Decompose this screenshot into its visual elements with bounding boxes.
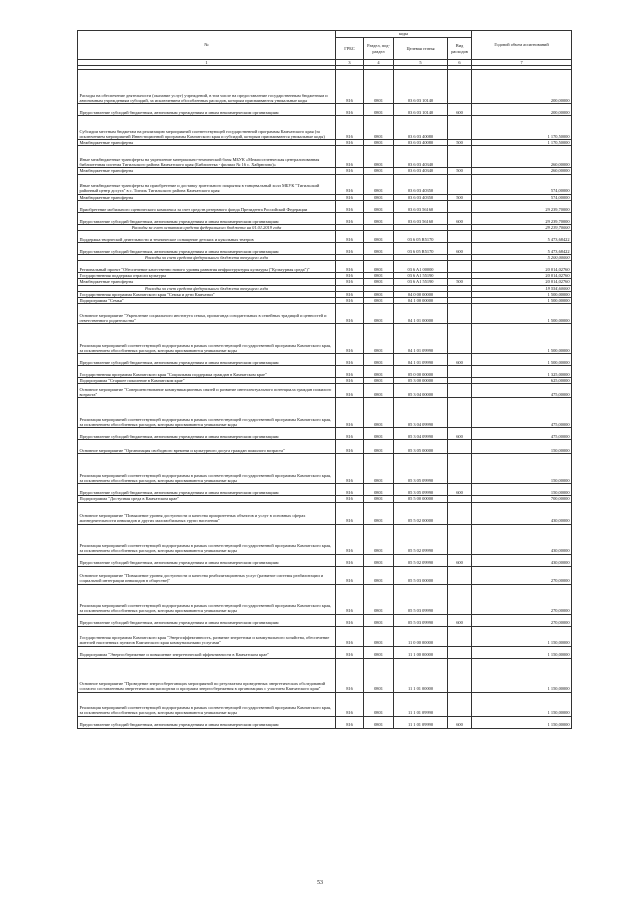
row-sum: 19 554,60000 <box>472 285 572 291</box>
row-grbs: 816 <box>336 279 364 285</box>
row-grbs: 816 <box>336 116 364 140</box>
table-row <box>78 692 572 716</box>
row-razdel: 0801 <box>364 658 394 692</box>
row-description: Расходы за счет остатков средств федерального бюджета на 01.01.2019 года <box>78 224 336 230</box>
row-razdel: 0801 <box>364 614 394 626</box>
row-sum: 150,00000 <box>472 440 572 454</box>
row-csr: 03 6 A1 55190 <box>394 273 448 279</box>
row-sum: 1 150,00000 <box>472 692 572 716</box>
row-csr: 11 1 01 09990 <box>394 716 448 728</box>
row-razdel: 0801 <box>364 243 394 255</box>
row-csr: 11 1 00 00000 <box>394 646 448 658</box>
row-sum: 700,00000 <box>472 496 572 502</box>
row-grbs: 816 <box>336 614 364 626</box>
row-csr: 05 3 05 00000 <box>394 440 448 454</box>
row-vr <box>448 658 472 692</box>
row-razdel: 0801 <box>364 454 394 484</box>
row-vr <box>448 324 472 354</box>
row-sum: 1 170,50000 <box>472 116 572 140</box>
row-grbs: 816 <box>336 384 364 398</box>
table-row <box>78 614 572 626</box>
row-csr: 03 6 03 40340 <box>394 168 448 174</box>
row-description: Расходы за счет средств федерального бюджета текущего года <box>78 255 336 261</box>
table-row <box>78 366 572 378</box>
row-csr: 11 1 01 00000 <box>394 658 448 692</box>
row-razdel: 0801 <box>364 261 394 273</box>
row-description: Иные межбюджетные трансферты на приобретение и доставку зрительного покрытия в танцевальный холл МБУК "Тигильский районный центр досуга" в с. Тигиль Тигильского района Камчатского края <box>78 174 336 194</box>
row-sum: 1 150,00000 <box>472 658 572 692</box>
row-grbs: 816 <box>336 212 364 224</box>
row-description: Межбюджетные трансферты <box>78 168 336 174</box>
row-csr: 04 1 01 09990 <box>394 324 448 354</box>
row-razdel: 0801 <box>364 354 394 366</box>
row-vr: 500 <box>448 194 472 200</box>
row-vr <box>448 524 472 554</box>
row-description: Реализация мероприятий соответствующей подпрограммы в рамках соответствующей государственной программы Камчатского края, за исключением обособленных расходов, которым присваиваются уникальные коды <box>78 692 336 716</box>
row-vr: 600 <box>448 104 472 116</box>
row-description: Реализация мероприятий соответствующей подпрограммы в рамках соответствующей государственной программы Камчатского края, за исключением обособленных расходов, которым присваиваются уникальные коды <box>78 584 336 614</box>
row-sum: 475,00000 <box>472 384 572 398</box>
row-csr: 04 1 00 00000 <box>394 298 448 304</box>
table-body <box>78 66 572 728</box>
row-sum: 5 473,68422 <box>472 243 572 255</box>
table-row <box>78 146 572 168</box>
row-description: Предоставление субсидий бюджетным, автономным учреждениям и иным некоммерческим организациям <box>78 716 336 728</box>
row-sum: 270,00000 <box>472 614 572 626</box>
row-vr: 600 <box>448 212 472 224</box>
row-csr: 05 5 02 00000 <box>394 502 448 524</box>
row-description: Подпрограмма "Доступная среда в Камчатском крае" <box>78 496 336 502</box>
row-description: Основное мероприятие "Организация свободного времени и культурного досуга граждан пожилого возраста" <box>78 440 336 454</box>
row-description: Межбюджетные трансферты <box>78 194 336 200</box>
row-csr: 11 0 00 00000 <box>394 626 448 646</box>
row-vr <box>448 261 472 273</box>
col-index: 7 <box>472 60 572 66</box>
row-sum: 1 150,00000 <box>472 716 572 728</box>
row-csr: 05 5 03 09990 <box>394 584 448 614</box>
table-row <box>78 584 572 614</box>
page-number: 53 <box>317 880 323 886</box>
row-csr: 05 3 04 00000 <box>394 384 448 398</box>
row-razdel: 0801 <box>364 212 394 224</box>
row-csr: 05 5 03 00000 <box>394 566 448 584</box>
row-razdel: 0801 <box>364 440 394 454</box>
table-row <box>78 658 572 692</box>
row-vr <box>448 366 472 378</box>
row-vr <box>448 626 472 646</box>
row-csr: 03 6 A1 00000 <box>394 261 448 273</box>
row-grbs: 816 <box>336 440 364 454</box>
row-vr <box>448 231 472 243</box>
row-sum: 200,00000 <box>472 70 572 104</box>
row-grbs: 816 <box>336 104 364 116</box>
table-row <box>78 384 572 398</box>
row-grbs: 816 <box>336 354 364 366</box>
row-description: Реализация мероприятий соответствующей подпрограммы в рамках соответствующей государственной программы Камчатского края, за исключением обособленных расходов, которым присваиваются уникальные коды <box>78 524 336 554</box>
row-csr: 03 6 05 R5170 <box>394 231 448 243</box>
table-row <box>78 304 572 324</box>
row-vr <box>448 584 472 614</box>
table-row <box>78 484 572 496</box>
table-row <box>78 243 572 255</box>
table-row <box>78 554 572 566</box>
row-grbs: 816 <box>336 291 364 297</box>
row-csr: 05 3 05 09990 <box>394 454 448 484</box>
row-grbs: 816 <box>336 716 364 728</box>
row-razdel: 0801 <box>364 291 394 297</box>
row-sum: 270,00000 <box>472 566 572 584</box>
row-description: Межбюджетные трансферты <box>78 140 336 146</box>
row-sum: 430,00000 <box>472 524 572 554</box>
row-description: Расходы за счет средств федерального бюджета текущего года <box>78 285 336 291</box>
table-row <box>78 440 572 454</box>
row-sum: 1 500,00000 <box>472 298 572 304</box>
row-description: Субсидии местным бюджетам на реализацию мероприятий соответствующей государственной программы Камчатского края (за исключением мероприятий Инвестиционной программы Камчатского края и субсидий, которым присваиваются уникальные коды) <box>78 116 336 140</box>
row-razdel: 0801 <box>364 140 394 146</box>
row-razdel: 0801 <box>364 524 394 554</box>
row-vr <box>448 566 472 584</box>
col-header-codes: коды <box>336 31 472 38</box>
row-csr: 11 1 01 09990 <box>394 692 448 716</box>
row-sum: 260,00000 <box>472 146 572 168</box>
col-index: 6 <box>448 60 472 66</box>
row-description: Государственная программа Камчатского края "Энергоэффективность, развитие энергетики и коммунального хозяйства, обеспечение жителей населенных пунктов Камчатского края коммунальными услугами" <box>78 626 336 646</box>
row-description: Иные межбюджетные трансферты на укрепление материально-технической базы МБУК «Межпоселенческая централизованная библиотечная система Тигильского района Камчатского края (Библиотека - филиал № 16 с. Хайрюзово)» <box>78 146 336 168</box>
row-description: Расходы на обеспечение деятельности (оказание услуг) учреждений, в том числе на предоставление государственным бюджетным и автономным учреждениям субсидий, за исключением обособленных расходов, которым присваиваются уникальные коды <box>78 70 336 104</box>
row-vr <box>448 398 472 428</box>
row-description: Предоставление субсидий бюджетным, автономным учреждениям и иным некоммерческим организациям <box>78 212 336 224</box>
row-sum: 1 500,00000 <box>472 354 572 366</box>
row-sum: 29 239,70000 <box>472 224 572 230</box>
row-description: Региональный проект "Обеспечение качественно нового уровня развития инфраструктуры культуры ("Культурная среда")" <box>78 261 336 273</box>
row-vr <box>448 384 472 398</box>
table-row <box>78 324 572 354</box>
row-csr: 03 6 03 56160 <box>394 200 448 212</box>
row-grbs: 816 <box>336 428 364 440</box>
row-csr: 05 3 04 09990 <box>394 428 448 440</box>
row-sum: 475,00000 <box>472 428 572 440</box>
row-vr: 600 <box>448 554 472 566</box>
row-description: Основное мероприятие "Повышение уровня доступности и качества реабилитационных услуг (развитие системы реабилитации и социальной интеграции инвалидов в обществе)" <box>78 566 336 584</box>
row-csr: 03 6 03 10140 <box>394 104 448 116</box>
table-row <box>78 231 572 243</box>
col-header-num: № <box>78 31 336 60</box>
table-row <box>78 454 572 484</box>
row-razdel: 0801 <box>364 273 394 279</box>
row-csr: 05 5 02 09990 <box>394 524 448 554</box>
row-razdel: 0801 <box>364 484 394 496</box>
row-description: Государственная программа Камчатского края "Социальная поддержка граждан в Камчатском крае" <box>78 366 336 378</box>
row-csr: 05 3 04 09990 <box>394 398 448 428</box>
row-vr <box>448 174 472 194</box>
row-grbs: 816 <box>336 692 364 716</box>
row-razdel: 0801 <box>364 146 394 168</box>
row-description: Предоставление субсидий бюджетным, автономным учреждениям и иным некоммерческим организациям <box>78 484 336 496</box>
col-header-volume: Годовой объем ассигнований <box>472 31 572 60</box>
row-csr: 03 6 03 10140 <box>394 70 448 104</box>
table-row <box>78 174 572 194</box>
row-sum: 1 500,00000 <box>472 291 572 297</box>
col-index: 3 <box>336 60 364 66</box>
table-row <box>78 212 572 224</box>
row-csr: 05 5 00 00000 <box>394 496 448 502</box>
row-grbs: 816 <box>336 524 364 554</box>
row-razdel: 0801 <box>364 398 394 428</box>
row-csr: 03 6 03 40080 <box>394 116 448 140</box>
row-description: Приобретение мобильного сценического комплекса за счет средств резервного фонда Президента Российской Федерации <box>78 200 336 212</box>
row-sum: 430,00000 <box>472 502 572 524</box>
row-description: Государственная программа Камчатского края "Семья и дети Камчатки" <box>78 291 336 297</box>
row-razdel: 0801 <box>364 104 394 116</box>
row-csr: 03 6 03 40080 <box>394 140 448 146</box>
row-description: Межбюджетные трансферты <box>78 279 336 285</box>
table-row <box>78 566 572 584</box>
row-vr <box>448 304 472 324</box>
col-index: 4 <box>364 60 394 66</box>
row-sum: 1 150,00000 <box>472 646 572 658</box>
row-grbs: 816 <box>336 298 364 304</box>
table-row <box>78 646 572 658</box>
row-grbs: 816 <box>336 484 364 496</box>
row-grbs: 816 <box>336 658 364 692</box>
row-grbs: 816 <box>336 174 364 194</box>
table-row <box>78 104 572 116</box>
row-csr: 03 6 03 56160 <box>394 212 448 224</box>
row-grbs: 816 <box>336 554 364 566</box>
row-description: Реализация мероприятий соответствующей подпрограммы в рамках соответствующей государственной программы Камчатского края, за исключением обособленных расходов, которым присваиваются уникальные коды <box>78 324 336 354</box>
col-header-grbs: ГРБС <box>336 38 364 60</box>
row-description: Предоставление субсидий бюджетным, автономным учреждениям и иным некоммерческим организациям <box>78 243 336 255</box>
col-index: 5 <box>394 60 448 66</box>
row-grbs: 816 <box>336 324 364 354</box>
row-description: Предоставление субсидий бюджетным, автономным учреждениям и иным некоммерческим организациям <box>78 104 336 116</box>
row-sum: 150,00000 <box>472 454 572 484</box>
row-grbs: 816 <box>336 194 364 200</box>
row-sum: 270,00000 <box>472 584 572 614</box>
document-page <box>77 30 571 729</box>
row-sum: 5 200,00000 <box>472 255 572 261</box>
row-description: Поддержка творческой деятельности и техническое оснащение детских и кукольных театров <box>78 231 336 243</box>
row-vr: 500 <box>448 279 472 285</box>
row-vr: 500 <box>448 168 472 174</box>
row-csr: 03 6 05 R5170 <box>394 243 448 255</box>
row-description: Предоставление субсидий бюджетным, автономным учреждениям и иным некоммерческим организациям <box>78 354 336 366</box>
row-sum: 20 014,02760 <box>472 279 572 285</box>
row-grbs: 816 <box>336 378 364 384</box>
row-vr: 600 <box>448 428 472 440</box>
row-grbs: 816 <box>336 366 364 378</box>
row-description: Основное мероприятие "Укрепление социального института семьи, пропаганда созидательных в семейных традиций и ценностей и ответственного родительства" <box>78 304 336 324</box>
row-razdel: 0801 <box>364 231 394 243</box>
row-vr: 600 <box>448 484 472 496</box>
row-sum: 1 500,00000 <box>472 304 572 324</box>
row-description: Подпрограмма "Семья" <box>78 298 336 304</box>
row-sum: 430,00000 <box>472 554 572 566</box>
row-razdel: 0801 <box>364 566 394 584</box>
row-razdel: 0801 <box>364 378 394 384</box>
row-csr: 05 3 00 00000 <box>394 378 448 384</box>
row-grbs: 816 <box>336 261 364 273</box>
row-sum: 29 239,70000 <box>472 200 572 212</box>
row-csr: 05 0 00 00000 <box>394 366 448 378</box>
table-row <box>78 626 572 646</box>
row-razdel: 0801 <box>364 496 394 502</box>
table-row <box>78 524 572 554</box>
row-csr: 03 6 03 40350 <box>394 174 448 194</box>
row-razdel: 0801 <box>364 324 394 354</box>
row-grbs: 816 <box>336 273 364 279</box>
row-sum: 5 473,68422 <box>472 231 572 243</box>
row-vr: 600 <box>448 716 472 728</box>
row-description: Реализация мероприятий соответствующей подпрограммы в рамках соответствующей государственной программы Камчатского края, за исключением обособленных расходов, которым присваиваются уникальные коды <box>78 454 336 484</box>
row-csr: 03 6 A1 55190 <box>394 279 448 285</box>
row-csr: 05 5 02 09990 <box>394 554 448 566</box>
row-description: Основное мероприятие "Проведение энергосберегающих мероприятий по результатам проведенных энергетических обследований согласно составленным энергетическим паспортам и программ энергосбережения в организациях с участием Камчатского края" <box>78 658 336 692</box>
row-sum: 1 325,00000 <box>472 366 572 378</box>
row-grbs: 816 <box>336 496 364 502</box>
col-header-razdel: Раздел, под-раздел <box>364 38 394 60</box>
row-sum: 29 239,70000 <box>472 212 572 224</box>
row-vr <box>448 454 472 484</box>
table-row <box>78 398 572 428</box>
row-razdel: 0801 <box>364 716 394 728</box>
budget-table <box>77 30 572 729</box>
row-razdel: 0801 <box>364 502 394 524</box>
row-vr <box>448 200 472 212</box>
row-grbs: 816 <box>336 398 364 428</box>
row-vr: 600 <box>448 614 472 626</box>
row-vr: 600 <box>448 243 472 255</box>
row-grbs: 816 <box>336 200 364 212</box>
row-grbs: 816 <box>336 168 364 174</box>
row-grbs: 816 <box>336 243 364 255</box>
row-description: Основное мероприятие "Повышение уровня доступности и качества приоритетных объектов и услуг в основных сферах жизнедеятельности инвалидов и других маломобильных групп населения" <box>78 502 336 524</box>
row-sum: 260,00000 <box>472 168 572 174</box>
row-razdel: 0801 <box>364 554 394 566</box>
row-sum: 20 014,02760 <box>472 273 572 279</box>
row-vr: 500 <box>448 140 472 146</box>
table-row <box>78 116 572 140</box>
row-description: Предоставление субсидий бюджетным, автономным учреждениям и иным некоммерческим организациям <box>78 428 336 440</box>
row-grbs: 816 <box>336 454 364 484</box>
row-grbs: 816 <box>336 584 364 614</box>
row-sum: 1 500,00000 <box>472 324 572 354</box>
row-description: Предоставление субсидий бюджетным, автономным учреждениям и иным некоммерческим организациям <box>78 554 336 566</box>
row-csr: 04 1 01 00000 <box>394 304 448 324</box>
row-razdel: 0801 <box>364 168 394 174</box>
row-razdel: 0801 <box>364 279 394 285</box>
row-vr <box>448 440 472 454</box>
row-razdel: 0801 <box>364 646 394 658</box>
row-razdel: 0801 <box>364 194 394 200</box>
row-razdel: 0801 <box>364 70 394 104</box>
row-razdel: 0801 <box>364 428 394 440</box>
row-sum: 574,00000 <box>472 194 572 200</box>
row-razdel: 0801 <box>364 366 394 378</box>
row-description: Реализация мероприятий соответствующей подпрограммы в рамках соответствующей государственной программы Камчатского края, за исключением обособленных расходов, которым присваиваются уникальные коды <box>78 398 336 428</box>
row-razdel: 0801 <box>364 692 394 716</box>
row-sum: 1 150,00000 <box>472 626 572 646</box>
table-row <box>78 70 572 104</box>
table-row <box>78 502 572 524</box>
row-csr: 03 6 03 40350 <box>394 194 448 200</box>
row-grbs: 816 <box>336 626 364 646</box>
row-description: Предоставление субсидий бюджетным, автономным учреждениям и иным некоммерческим организациям <box>78 614 336 626</box>
row-sum: 200,00000 <box>472 104 572 116</box>
table-row <box>78 716 572 728</box>
row-vr <box>448 116 472 140</box>
row-description: Основное мероприятие "Совершенствование коммуникационных связей и развитие интеллектуального потенциала граждан пожилого возраста" <box>78 384 336 398</box>
row-vr <box>448 146 472 168</box>
row-razdel: 0801 <box>364 626 394 646</box>
row-razdel: 0801 <box>364 384 394 398</box>
row-csr: 05 3 05 09990 <box>394 484 448 496</box>
row-vr <box>448 70 472 104</box>
table-row <box>78 428 572 440</box>
row-razdel: 0801 <box>364 584 394 614</box>
row-sum: 20 014,02760 <box>472 261 572 273</box>
row-vr <box>448 692 472 716</box>
table-row <box>78 200 572 212</box>
row-vr: 600 <box>448 354 472 366</box>
row-grbs: 816 <box>336 146 364 168</box>
table-row <box>78 354 572 366</box>
table-row <box>78 261 572 273</box>
row-grbs: 816 <box>336 304 364 324</box>
row-description: Подпрограмма "Энергосбережение и повышение энергетической эффективности в Камчатском крае" <box>78 646 336 658</box>
row-sum: 475,00000 <box>472 398 572 428</box>
row-grbs: 816 <box>336 231 364 243</box>
col-index: 1 <box>78 60 336 66</box>
col-header-csr: Целевая статья <box>394 38 448 60</box>
col-header-vr: Вид расходов <box>448 38 472 60</box>
row-grbs: 816 <box>336 502 364 524</box>
row-razdel: 0801 <box>364 174 394 194</box>
row-razdel: 0801 <box>364 116 394 140</box>
row-vr <box>448 646 472 658</box>
row-sum: 574,00000 <box>472 174 572 194</box>
row-grbs: 816 <box>336 140 364 146</box>
row-csr: 05 5 03 09990 <box>394 614 448 626</box>
row-csr: 04 1 01 09990 <box>394 354 448 366</box>
row-vr <box>448 502 472 524</box>
row-razdel: 0801 <box>364 200 394 212</box>
row-sum: 625,00000 <box>472 378 572 384</box>
row-description: Подпрограмма "Старшее поколение в Камчатском крае" <box>78 378 336 384</box>
row-description: Государственная поддержка отрасли культуры <box>78 273 336 279</box>
row-razdel: 0801 <box>364 304 394 324</box>
row-csr: 04 0 00 00000 <box>394 291 448 297</box>
row-grbs: 816 <box>336 646 364 658</box>
row-razdel: 0801 <box>364 298 394 304</box>
row-grbs: 816 <box>336 70 364 104</box>
row-sum: 1 170,50000 <box>472 140 572 146</box>
row-csr: 03 6 03 40340 <box>394 146 448 168</box>
row-grbs: 816 <box>336 566 364 584</box>
row-sum: 150,00000 <box>472 484 572 496</box>
